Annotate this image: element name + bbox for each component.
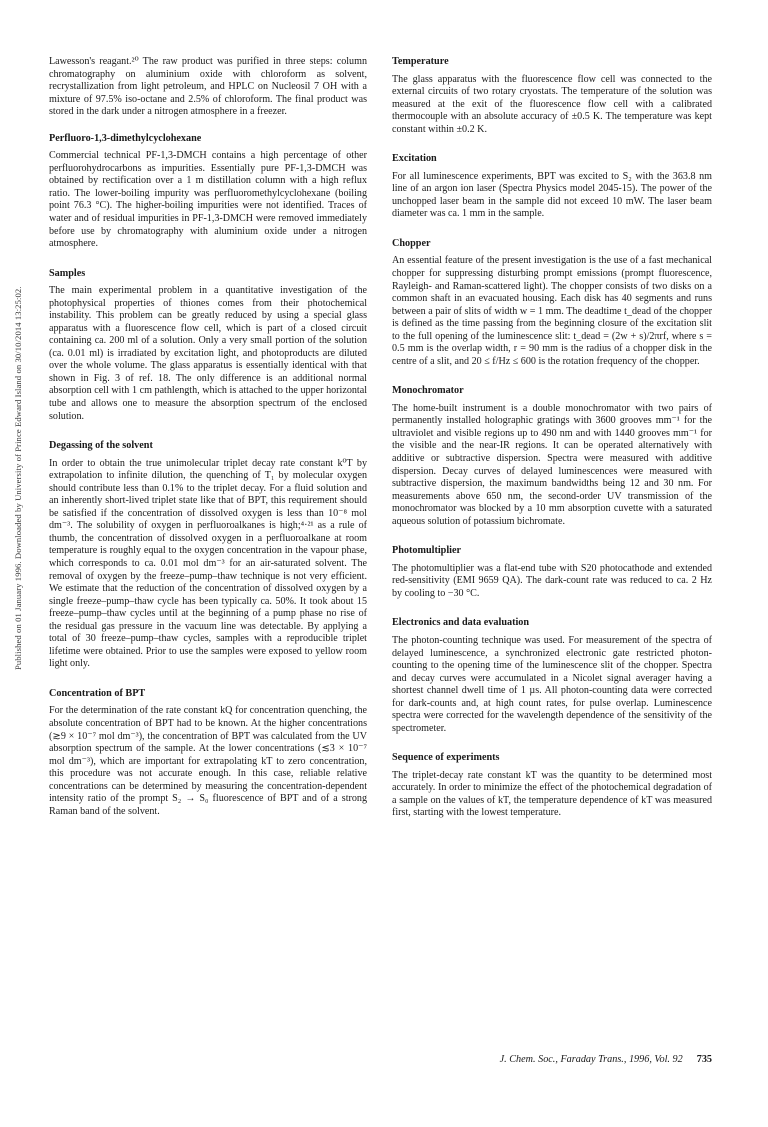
temperature-heading: Temperature bbox=[392, 56, 449, 67]
sequence-paragraph: The triplet-decay rate constant kT was the quantity to be determined most accurately. In order to minimize the effect of the photochemical degradation of a sample on the values of kT, the temperature dependence of kT was measured first, starting with the lowest temperature. bbox=[392, 769, 712, 819]
samples-heading: Samples bbox=[49, 267, 86, 279]
perfluoro-heading: Perfluoro-1,3-dimethylcyclohexane bbox=[49, 132, 202, 144]
degassing-paragraph: In order to obtain the true unimolecular triplet decay rate constant k⁰T by extrapolation to infinite dilution, the quenching of T₁ by molecular oxygen should contribute less than 0.1% to the triplet decay. For a fluid solution and an inherently short-lived triplet state like that of BPT, this requirement should be satisfied if the concentration of dissolved oxygen is less than 10⁻⁸ mol dm⁻³. The solubility of oxygen in perfluoroalkanes is high;⁴·²¹ as a rule of thumb, the concentration of dissolved oxygen in a perfluoroalkane at room temperature is roughly equal to the oxygen concentration in the vapour phase, which corresponds to ca. 0.01 mol dm⁻³ for an air-saturated solvent. The removal of oxygen by the freeze–pump–thaw technique is not very efficient. We estimate that the reduction of the concentration of dissolved oxygen by a single freeze–pump–thaw cycle has been typically ca. 50%. It took about 15 freeze–pump–thaw cycles until at the beginning of a pump phase no rise of the residual gas pressure in the vacuum line was detectable. By applying a total of 30 freeze–pump–thaw cycles, samples with a reproducible triplet lifetime were obtained. Prior to use the samples were exposed to yellow room light only. bbox=[49, 457, 367, 670]
sequence-section bbox=[392, 752, 712, 820]
chopper-section bbox=[392, 238, 712, 368]
download-stamp bbox=[2, 215, 23, 735]
temperature-section bbox=[392, 56, 712, 136]
intro-paragraph: Lawesson's reagant.²⁰ The raw product was purified in three steps: column chromatography on aluminium oxide with chloroform as solvent, recrystallization from light petroleum, and HPLC on Nucleosil 7 OH with a mixture of 97.5% iso-octane and 2.5% of chloroform. The final product was stored in the dark under a nitrogen atmosphere in a freezer. bbox=[49, 56, 367, 118]
intro-section bbox=[49, 56, 367, 119]
concentration-section bbox=[49, 688, 367, 818]
photomultiplier-heading: Photomultiplier bbox=[392, 545, 462, 557]
chopper-paragraph: An essential feature of the present investigation is the use of a fast mechanical chopper for suppressing disturbing prompt emissions (prompt fluorescence, Rayleigh- and Raman-scattered light). The chopper consists of two disks on a common shaft in an evacuated housing. Each disk has 40 segments and runs between a pair of slits of width w = 1 mm. The deadtime t_dead of the chopper is defined as the time passing from the beginning closure of the excitation slit to the full opening of the luminescence slit: t_dead = (2w + s)/2πrf, where s = 0.5 mm is the overlap width, r = 90 mm is the radius of a chopper disk in the centre of a slit, and 20 ≤ f/Hz ≤ 600 is the rotation frequency of the chopper. bbox=[392, 255, 712, 367]
samples-section bbox=[49, 268, 367, 424]
chopper-heading: Chopper bbox=[392, 237, 431, 249]
page-footer bbox=[440, 1054, 712, 1065]
excitation-heading: Excitation bbox=[392, 153, 437, 165]
monochromator-paragraph: The home-built instrument is a double monochromator with two pairs of permanently installed holographic gratings with 3600 grooves mm⁻¹ for the ultraviolet and visible regions up to 490 nm and with 1440 grooves mm⁻¹ for the visible and the near-IR regions. It can be operated alternatively with additive or subtractive dispersion. Spectra were measured with additive dispersion. Decay curves of delayed luminescences were measured with subtractive dispersion, the maximum bandwidths being 12 and 30 nm. For measurements above 650 nm, the second-order UV transmission of the monochromator was blocked by a 10 mm absorption cuvette with a saturated aqueous solution of potassium bichromate. bbox=[392, 402, 712, 527]
journal-citation: J. Chem. Soc., Faraday Trans., 1996, Vol. 92 bbox=[499, 1054, 683, 1065]
excitation-section bbox=[392, 153, 712, 221]
right-column bbox=[392, 56, 712, 820]
degassing-section bbox=[49, 440, 367, 671]
download-stamp-text: Published on 01 January 1996. Downloaded by University of Prince Edward Island on 30/10/2014 13:25:02. bbox=[13, 286, 23, 670]
degassing-heading: Degassing of the solvent bbox=[49, 440, 153, 452]
samples-paragraph: The main experimental problem in a quantitative investigation of the photophysical properties of thiones comes from their photochemical instability. This problem can be greatly reduced by using a special glass apparatus with a fluorescence flow cell, which is part of a closed circuit containing ca. 200 ml of a solution. Only a very small portion of the solution (ca. 0.01 ml) is irradiated by excitation light, and photoproducts are diluted over the whole volume. The glass apparatus is essentially identical with that shown in Fig. 3 of ref. 18. The only difference is an additional normal absorption cell with 1 cm pathlength, which is attached to the upper horizontal tube and allows one to measure the absorption spectrum of the enclosed solution. bbox=[49, 285, 367, 422]
concentration-heading: Concentration of BPT bbox=[49, 687, 146, 699]
concentration-paragraph: For the determination of the rate constant kQ for concentration quenching, the absolute concentration of BPT had to be known. At the higher concentrations (≳9 × 10⁻⁷ mol dm⁻³), the concentration of BPT was calculated from the UV absorption spectrum of the sample. At the lower concentrations (≲3 × 10⁻⁷ mol dm⁻³), which are important for extrapolating kT to zero concentration, this procedure was not accurate enough. In this case, reliable relative concentrations can be determined by measuring the concentration-dependent intensity ratio of the prompt S₂ → S₀ fluorescence of BPT and of a strong Raman band of the solvent. bbox=[49, 705, 367, 817]
photomultiplier-section bbox=[392, 545, 712, 600]
excitation-paragraph: For all luminescence experiments, BPT was excited to S₂ with the 363.8 nm line of an argon ion laser (Spectra Physics model 2045-15). The power of the unchopped laser beam in the sample did not exceed 10 mW. The laser beam diameter was ca. 1 mm in the sample. bbox=[392, 170, 712, 220]
electronics-heading: Electronics and data evaluation bbox=[392, 617, 530, 629]
monochromator-section bbox=[392, 385, 712, 528]
monochromator-heading: Monochromator bbox=[392, 385, 464, 397]
left-column bbox=[49, 56, 367, 818]
perfluoro-paragraph: Commercial technical PF-1,3-DMCH contains a high percentage of other perfluorohydrocarbons as impurities. Essentially pure PF-1,3-DMCH was obtained by rectification over a 1 m distillation column with a high reflux ratio. The lower-boiling impurity was perfluoromethylcyclohexane (boiling point 76.3 °C). The higher-boiling impurities were not identified. Traces of water and of residual impurities in PF-1,3-DMCH were removed immediately before use by chromatography with aluminium oxide under a nitrogen atmosphere. bbox=[49, 150, 367, 250]
sequence-heading: Sequence of experiments bbox=[392, 752, 500, 764]
electronics-section bbox=[392, 617, 712, 735]
page-number: 735 bbox=[696, 1054, 712, 1065]
temperature-paragraph: The glass apparatus with the fluorescence flow cell was connected to the external circuits of two rotary cryostats. The temperature of the solution was measured at the exit of the fluorescence flow cell with a calibrated thermocouple with an absolute accuracy of ±0.5 K. The temperature was kept constant within ±0.2 K. bbox=[392, 73, 712, 135]
perfluoro-section bbox=[49, 133, 367, 251]
electronics-paragraph: The photon-counting technique was used. For measurement of the spectra of delayed luminescence, a synchronized electronic gate restricted photon-counting to the opening time of the luminescence slit of the chopper. Spectra and decay curves were accumulated in a Nicolet signal averager having a shortest channel dwell time of 1 µs. All photon-counting data were corrected for dark-counts and, at high count rates, for pulse overlap. Luminescence spectra were corrected for the wavelength dependence of the sensitivity of the spectrometer. bbox=[392, 634, 712, 734]
photomultiplier-paragraph: The photomultiplier was a flat-end tube with S20 photocathode and extended red-sensitivity (EMI 9659 QA). The dark-count rate was reduced to ca. 2 Hz by cooling to −30 °C. bbox=[392, 562, 712, 599]
